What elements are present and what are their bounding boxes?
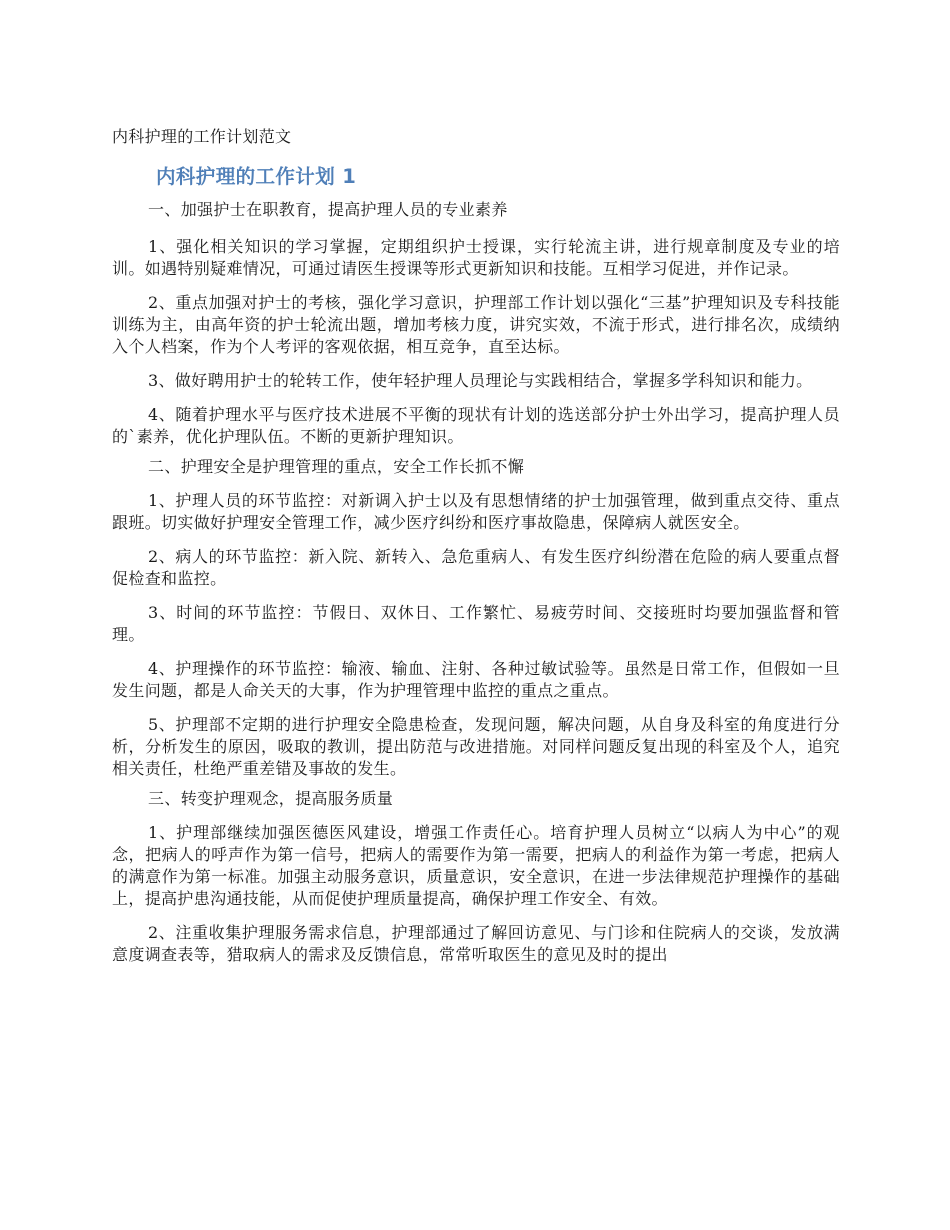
section-title: 三、转变护理观念，提高服务质量 [148, 789, 394, 808]
paragraph: 3、做好聘用护士的轮转工作，使年轻护理人员理论与实践相结合，掌握多学科知识和能力。 [148, 371, 813, 390]
paragraph: 1、护理部继续加强医德医风建设，增强工作责任心。培育护理人员树立“以病人为中心”的观念，把病人的呼声作为第一信号，把病人的需要作为第一需要，把病人的利益作为第一考虑，把病人的满意作为第一标准。加强主动服务意识，质量意识，安全意识，在进一步法律规范护理操作的基础上，提高护患沟通技能，从而促使护理质量提高，确保护理工作安全、有效。 [112, 823, 840, 908]
paragraph: 5、护理部不定期的进行护理安全隐患检查，发现问题，解决问题，从自身及科室的角度进行分析，分析发生的原因，吸取的教训，提出防范与改进措施。对同样问题反复出现的科室及个人，追究相关责任，杜绝严重差错及事故的发生。 [112, 715, 840, 778]
section-title: 一、加强护士在职教育，提高护理人员的专业素养 [148, 200, 508, 219]
document-title: 内科护理的工作计划范文 [112, 127, 292, 146]
document-body [112, 120, 840, 966]
paragraph: 2、重点加强对护士的考核，强化学习意识，护理部工作计划以强化“三基”护理知识及专科技能训练为主，由高年资的护士轮流出题，增加考核力度，讲究实效，不流于形式，进行排名次，成绩纳入个人档案，作为个人考评的客观依据，相互竞争，直至达标。 [112, 293, 840, 356]
paragraph-list [112, 199, 840, 966]
paragraph: 4、护理操作的环节监控：输液、输血、注射、各种过敏试验等。虽然是日常工作，但假如一旦发生问题，都是人命关天的大事，作为护理管理中监控的重点之重点。 [112, 659, 840, 700]
paragraph: 1、强化相关知识的学习掌握，定期组织护士授课，实行轮流主讲，进行规章制度及专业的培训。如遇特别疑难情况，可通过请医生授课等形式更新知识和技能。互相学习促进，并作记录。 [112, 237, 840, 278]
paragraph: 1、护理人员的环节监控：对新调入护士以及有思想情绪的护士加强管理，做到重点交待、重点跟班。切实做好护理安全管理工作，减少医疗纠纷和医疗事故隐患，保障病人就医安全。 [112, 491, 840, 532]
paragraph: 3、时间的环节监控：节假日、双休日、工作繁忙、易疲劳时间、交接班时均要加强监督和管理。 [112, 603, 840, 644]
paragraph: 4、随着护理水平与医疗技术进展不平衡的现状有计划的选送部分护士外出学习，提高护理人员的`素养，优化护理队伍。不断的更新护理知识。 [112, 405, 840, 446]
section-title: 二、护理安全是护理管理的重点，安全工作长抓不懈 [148, 457, 525, 476]
paragraph: 2、病人的环节监控：新入院、新转入、急危重病人、有发生医疗纠纷潜在危险的病人要重点督促检查和监控。 [112, 547, 840, 588]
section-heading: 内科护理的工作计划 1 [156, 165, 357, 188]
paragraph: 2、注重收集护理服务需求信息，护理部通过了解回访意见、与门诊和住院病人的交谈，发放满意度调查表等，猎取病人的需求及反馈信息，常常听取医生的意见及时的提出 [112, 923, 840, 964]
